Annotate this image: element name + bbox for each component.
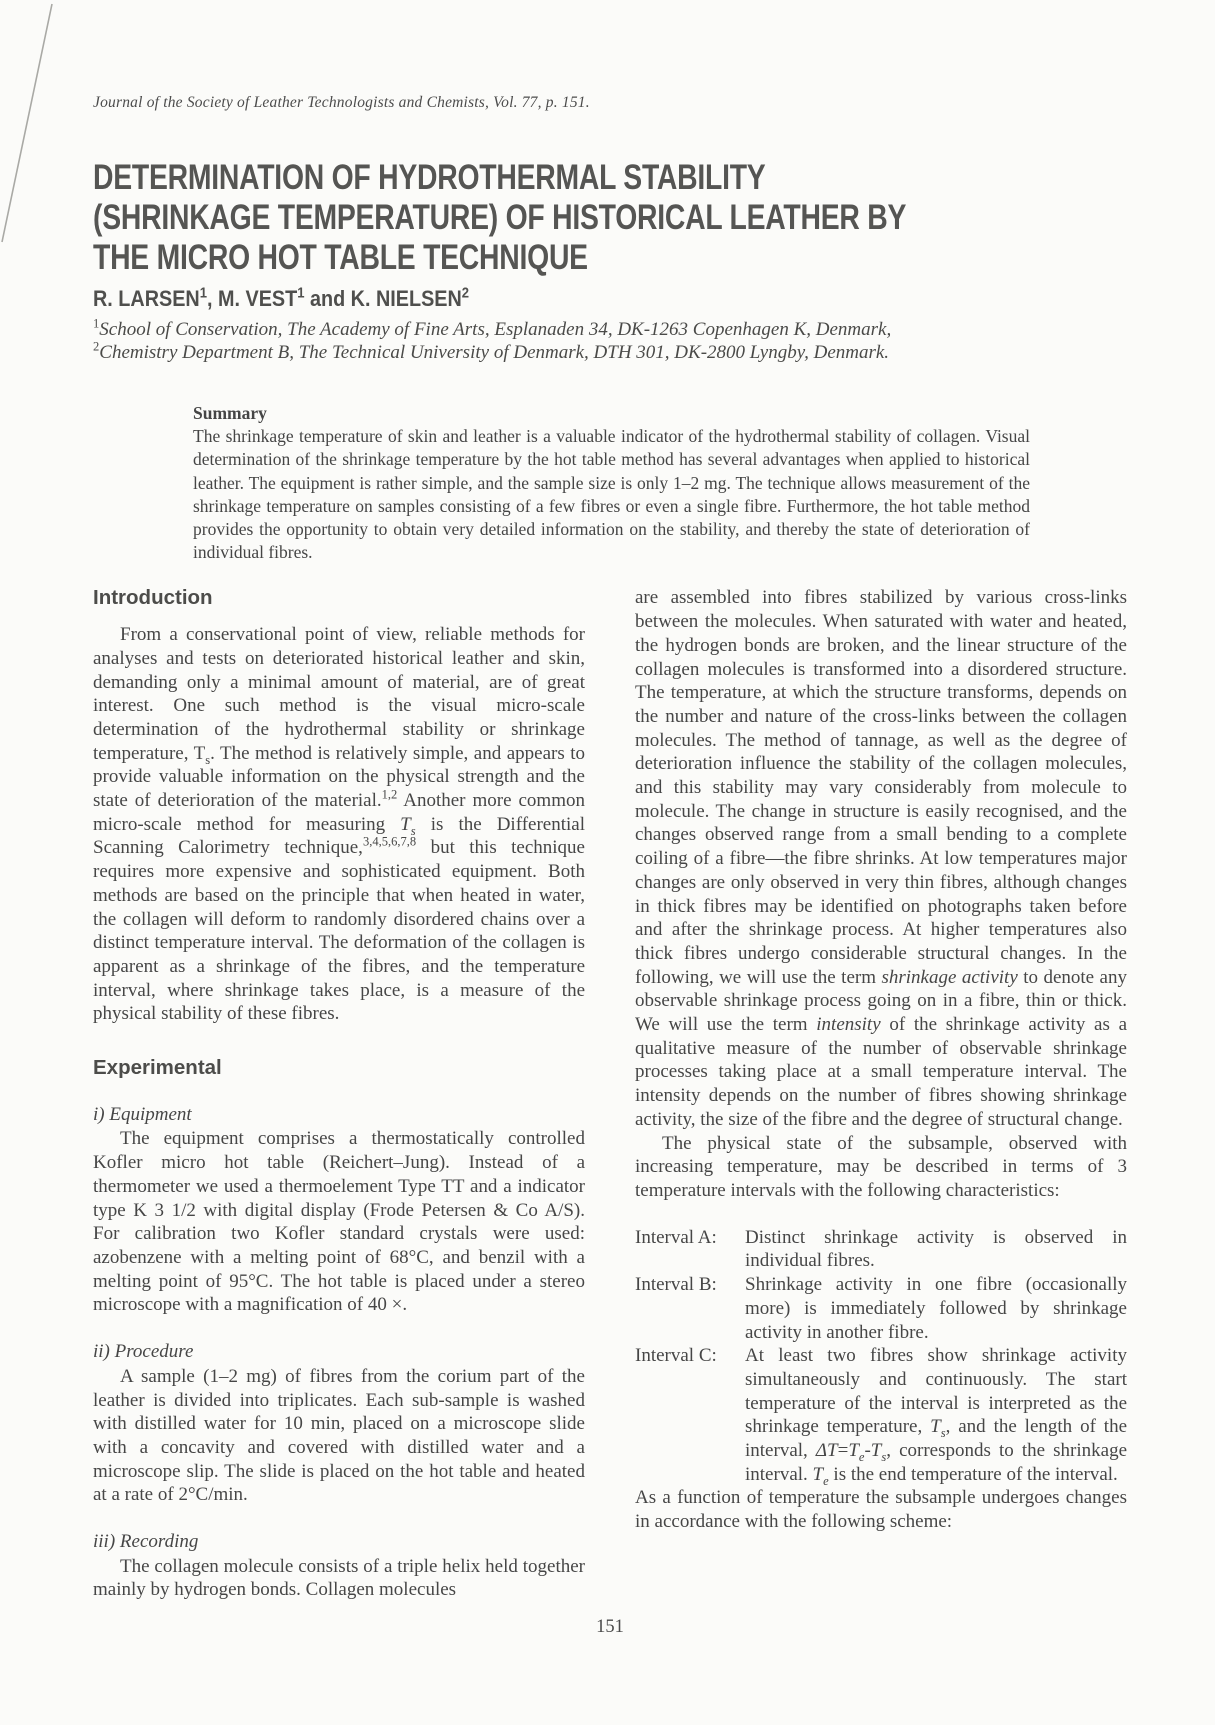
interval-b-label: Interval B: [635,1274,717,1296]
two-column-body [93,586,1127,1602]
summary-body: The shrinkage temperature of skin and leather is a valuable indicator of the hydrothermal stability of collagen. Visual determination of the shrinkage temperature by the hot table method has several advantages when applied to historical leather. The equipment is rather simple, and the sample size is only 1–2 mg. The technique allows measurement of the shrinkage temperature on samples consisting of a few fibres or even a single fibre. Furthermore, the hot table method provides the opportunity to obtain very detailed information on the stability, and thereby the state of deterioration of individual fibres. [193,426,1030,563]
introduction-paragraph: From a conservational point of view, reliable methods for analyses and tests on deteriorated historical leather and skin, demanding only a minimal amount of material, are of great interest. One such method is the visual micro-scale determination of the hydrothermal stability or shrinkage temperature, $T_s$. The method is relatively simple, and appears to provide valuable information on the physical strength and the state of deterioration of the material.$^{1,2}$ Another more common micro-scale method for measuring $T_s$ is the Differential Scanning Calorimetry technique,$^{3,4,5,6,7,8}$ but this technique requires more expensive and sophisticated equipment. Both methods are based on the principle that when heated in water, the collagen will deform to randomly disordered chains over a distinct temperature interval. The deformation of the collagen is apparent as a shrinkage of the fibres, and the temperature interval, where shrinkage takes place, is a measure of the physical stability of these fibres. [93,624,585,1025]
procedure-subheading: ii) Procedure [93,1341,194,1363]
interval-b-text: Shrinkage activity in one fibre (occasionally more) is immediately followed by shrinkage activity in another fibre. [745,1274,1127,1343]
interval-item-c [635,1344,1127,1486]
physical-state-paragraph: The physical state of the subsample, observed with increasing temperature, may be described in terms of 3 temperature intervals with the following characteristics: [635,1132,1127,1201]
left-column [93,586,585,1602]
title-line-1: DETERMINATION OF HYDROTHERMAL STABILITY [93,158,766,197]
interval-item-b [635,1273,1127,1344]
equipment-paragraph: The equipment comprises a thermostatically controlled Kofler micro hot table (Reichert–Jung). Instead of a thermometer we used a thermoelement Type TT and a indicator type K 3 1/2 with digital display (Frode Petersen & Co A/S). For calibration two Kofler standard crystals were used: azobenzene with a melting point of 68°C, and benzil with a melting point of 95°C. The hot table is placed under a stereo microscope with a magnification of 40 ×. [93,1128,585,1316]
recording-continuation-paragraph: are assembled into fibres stabilized by various cross-links between the molecules. When saturated with water and heated, the hydrogen bonds are broken, and the linear structure of the collagen molecules is transformed into a disordered structure. The temperature, at which the structure transforms, depends on the number and nature of the cross-links between the collagen molecules. The method of tannage, as well as the degree of deterioration influence the stability of the collagen molecules, and this stability may vary considerably from molecule to molecule. The change in structure is easily recognised, and the changes observed range from a small bending to a complete coiling of a fibre—the fibre shrinks. At low temperatures major changes are only observed in very thin fibres, although changes in thick fibres may be identified on photographs taken before and after the shrinkage process. At higher temperatures also thick fibres undergo considerable structural changes. In the following, we will use the term shrinkage activity to denote any observable shrinkage process going on in a fibre, thin or thick. We will use the term intensity of the shrinkage activity as a qualitative measure of the number of observable shrinkage processes taking place at a small temperature interval. The intensity depends on the number of fibres showing shrinkage activity, the size of the fibre and the degree of structural change. [635,587,1127,1130]
interval-item-a [635,1226,1127,1273]
title-line-2: (SHRINKAGE TEMPERATURE) OF HISTORICAL LEATHER BY [93,198,907,237]
affiliations [93,316,1127,364]
page-number: 151 [596,1617,624,1638]
author-line: R. LARSEN$^1$, M. VEST$^1$ and K. NIELSEN$^2$ [93,285,470,311]
article-title [93,158,1127,278]
interval-a-text: Distinct shrinkage activity is observed in individual fibres. [745,1226,1127,1272]
right-column [635,586,1127,1602]
affiliation-1: $^1$School of Conservation, The Academy of Fine Arts, Esplanaden 34, DK-1263 Copenhagen K, Denmark, [93,316,892,340]
recording-paragraph: The collagen molecule consists of a triple helix held together mainly by hydrogen bonds. Collagen molecules [93,1555,585,1601]
closing-paragraph: As a function of temperature the subsample undergoes changes in accordance with the following scheme: [635,1487,1127,1533]
experimental-heading: Experimental [93,1056,222,1080]
page-content [93,0,1127,1638]
interval-a-label: Interval A: [635,1226,717,1248]
introduction-heading: Introduction [93,586,213,610]
journal-header-line: Journal of the Society of Leather Technologists and Chemists, Vol. 77, p. 151. [93,94,590,111]
interval-c-label: Interval C: [635,1345,717,1367]
summary-heading: Summary [193,403,267,423]
equipment-subheading: i) Equipment [93,1103,192,1125]
title-line-3: THE MICRO HOT TABLE TECHNIQUE [93,238,588,277]
recording-subheading: iii) Recording [93,1531,199,1553]
procedure-paragraph: A sample (1–2 mg) of fibres from the corium part of the leather is divided into triplicates. Each sub-sample is washed with distilled water for 10 min, placed on a microscope slide with a concavity and covered with distilled water and a microscope slip. The slide is placed on the hot table and heated at a rate of 2°C/min. [93,1365,585,1506]
summary-section [193,402,1030,564]
interval-c-text: At least two fibres show shrinkage activity simultaneously and continuously. The start temperature of the interval is interpreted as the shrinkage temperature, $T_s$, and the length of the interval, $\Delta T=T_e-T_s$, corresponds to the shrinkage interval. $T_e$ is the end temperature of the interval. [745,1345,1128,1488]
scan-artifact-line [0,0,70,250]
interval-list [635,1226,1127,1487]
affiliation-2: $^2$Chemistry Department B, The Technical University of Denmark, DTH 301, DK-2800 Lyngby, Denmark. [93,339,890,363]
